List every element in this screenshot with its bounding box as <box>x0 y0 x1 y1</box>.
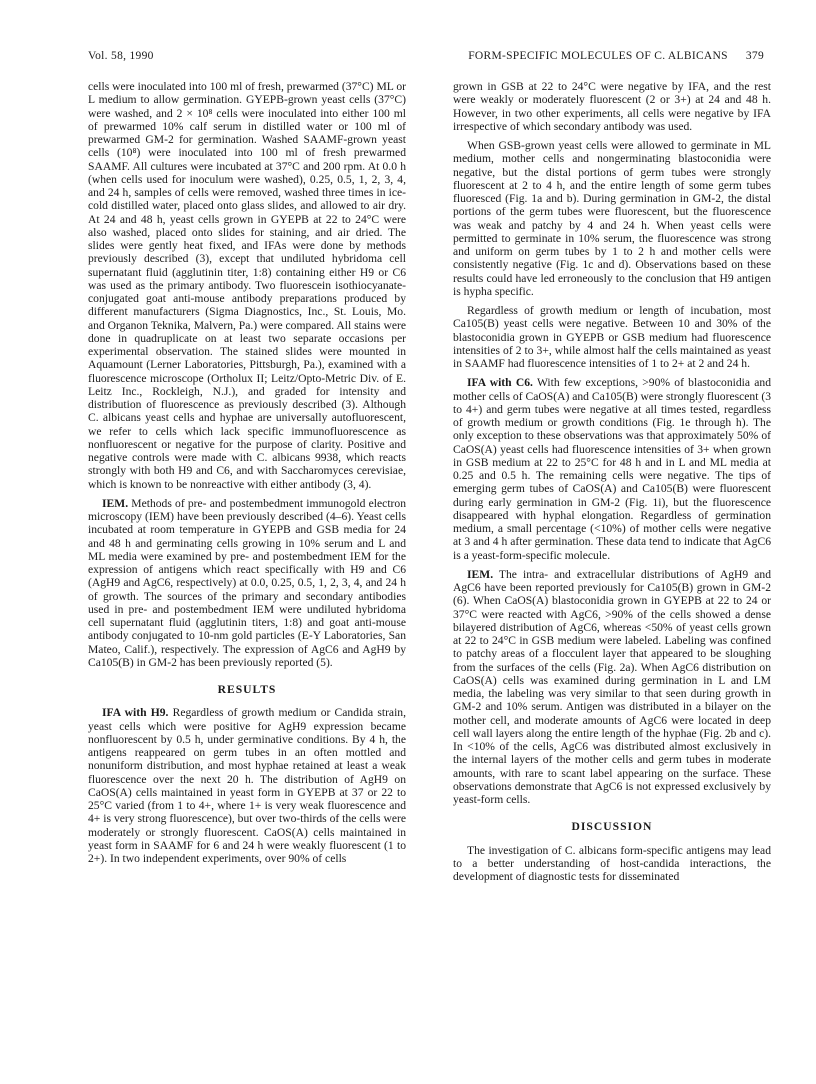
ifa-h9-text: Regardless of growth medium or Candida strain, yeast cells which were positive for AgH9 expression became nonfluorescent by 0.5 h, under germinative conditions. By 4 h, the antigens reappeared on germ tubes in an often mottled and nonuniform distribution, and most hyphae retained at least a weak fluorescence over the next 20 h. The distribution of AgH9 on CaOS(A) cells maintained in yeast form in GYEPB at 37 or 22 to 25°C varied (from 1 to 4+, where 1+ is very weak fluorescence and 4+ is very strong fluorescence), but over two-thirds of the cells were moderately or strongly fluorescent. CaOS(A) cells maintained in yeast form in SAAMF for 6 and 24 h were weakly fluorescent (1 to 2+). In two independent experiments, over 90% of cells <box>88 706 406 865</box>
ifa-c6-paragraph <box>453 376 771 562</box>
results-heading: RESULTS <box>217 683 277 696</box>
iem-methods-text: Methods of pre- and postembedment immunogold electron microscopy (IEM) have been previously described (4–6). Yeast cells incubated at room temperature in GYEPB and GSB media for 24 and 48 h and germinating cells growing in 10% serum and L and ML media were examined by pre- and postembedment IEM for the expression of antigens which react specifically with H9 and C6 (AgH9 and AgC6, respectively) at 0.0, 0.25, 0.5, 1, 2, 3, 4, and 24 h of growth. The sources of the primary and secondary antibodies used in pre- and postembedment IEM were undiluted hybridoma cell supernatant fluid (agglutinin titers, 1:8) and goat anti-mouse antibody conjugated to 10-nm gold particles (E-Y Laboratories, San Mateo, Calif.), respectively. The expression of AgC6 and AgH9 by Ca105(B) in GM-2 has been previously reported (5). <box>88 496 406 669</box>
ifa-c6-text: With few exceptions, >90% of blastoconidia and mother cells of CaOS(A) and Ca105(B) were strongly fluorescent (3 to 4+) and germ tubes were negative at all times tested, regardless of growth medium or growth conditions (Fig. 1e through h). The only exception to these observations was that approximately 50% of CaOS(A) yeast cells had fluorescence intensities of 3+ when grown in GSB medium at 22 to 25°C for 48 h and in L and ML media at 0.25 and 0.5 h. The remaining cells were negative. The tips of emerging germ tubes of CaOS(A) and Ca105(B) were fluorescent during early germination in GM-2 (Fig. 1i), but the fluorescence disappeared with hyphal elongation. Regardless of germination medium, a small percentage (<10%) of mother cells were negative at 3 and 4 h after germination. These data tend to indicate that AgC6 is a yeast-form-specific molecule. <box>453 376 771 562</box>
discussion-heading: DISCUSSION <box>571 820 653 834</box>
header-right <box>468 50 764 62</box>
iem-results-text: The intra- and extracellular distributions of AgH9 and AgC6 have been reported previously for Ca105(B) grown in GM-2 (6). When CaOS(A) blastoconidia grown in GYEPB at 22 to 24 or 37°C were reacted with AgC6, >90% of the cells showed a dense bilayered distribution of AgC6, whereas <50% of yeast cells grown at 22 to 24°C in GSB medium were labeled. Labeling was confined to patchy areas of a flocculent layer that appeared to be sloughing from the surfaces of the cells (Fig. 2a). When AgC6 distribution on CaOS(A) cells was examined during germination in L and LM media, the labeling was very similar to that seen during growth in GM-2 and 10% serum. Antigen was distributed in a bilayer on the mother cell, and moderate amounts of AgC6 were located in deep cell wall layers along the entire length of the hyphae (Fig. 2b and c). In <10% of the cells, AgC6 was distributed almost exclusively in the internal layers of the mother cells and germ tubes in moderate amounts, with rare to scant label appearing on the surface. These observations demonstrate that AgC6 is not expressed exclusively by yeast-form cells. <box>453 567 771 806</box>
ifa-h9-runin-heading: IFA with H9. <box>102 706 169 720</box>
iem-results-runin-heading: IEM. <box>467 567 494 581</box>
page-number: 379 <box>745 50 764 62</box>
volume-label: Vol. 58, 1990 <box>88 50 154 62</box>
running-header <box>88 50 764 68</box>
iem-runin-heading: IEM. <box>102 496 129 510</box>
iem-methods-paragraph <box>88 497 406 669</box>
germination-paragraph: When GSB-grown yeast cells were allowed to germinate in ML medium, mother cells and nongerminating blastoconidia were negative, but the distal portions of germ tubes were strongly fluorescent at 2 to 4 h, and the entire length of some germ tubes fluoresced (Fig. 1a and b). During germination in GM-2, the distal portions of the germ tubes were fluorescent, but the fluorescence was weak and patchy by 4 and 24 h. When yeast cells were permitted to germinate in 10% serum, the fluorescence was strong and uniform on germ tubes by 1 to 2 h and mother cells were consistently negative (Fig. 1c and d). Observations based on these results could have led erroneously to the conclusion that H9 antigen is hypha specific. <box>453 139 771 298</box>
ca105-paragraph: Regardless of growth medium or length of incubation, most Ca105(B) yeast cells were negative. Between 10 and 30% of the blastoconidia grown in GYEPB or GSB medium had fluorescence intensities of 2 to 3+, while almost half the cells maintained as yeast in SAAMF had fluorescence intensities of 1 to 2+ at 2 and 24 h. <box>453 304 771 370</box>
iem-results-paragraph <box>453 568 771 807</box>
running-title: FORM-SPECIFIC MOLECULES OF C. ALBICANS <box>468 50 728 62</box>
methods-paragraph: cells were inoculated into 100 ml of fresh, prewarmed (37°C) ML or L medium to allow germination. GYEPB-grown yeast cells (37°C) were washed, and 2 × 10⁸ cells were inoculated into either 100 ml of prewarmed 10% calf serum in distilled water or 100 ml of prewarmed GM-2 for germination. Washed SAAMF-grown yeast cells (10⁸) were inoculated into 100 ml of fresh prewarmed SAAMF. All cultures were incubated at 37°C and 200 rpm. At 0.0 h (when cells used for inoculum were washed), 0.25, 0.5, 1, 2, 3, 4, and 24 h, samples of cells were removed, washed three times in ice-cold distilled water, placed onto glass slides, and allowed to air dry. At 24 and 48 h, yeast cells grown in GYEPB at 22 to 24°C were also washed, placed onto slides for staining, and air dried. The slides were gently heat fixed, and IFAs were done by methods previously described (3), except that undiluted hybridoma cell supernatant fluid (agglutinin titer, 1:8) containing either H9 or C6 was used as the primary antibody. Two fluorescein isothiocyanate-conjugated goat anti-mouse antibody preparations produced by different manufacturers (Sigma Diagnostics, Inc., St. Louis, Mo. and Organon Teknika, Malvern, Pa.) were compared. All stains were done in quadruplicate on at least two separate occasions per experimental observation. The stained slides were mounted in Aquamount (Lerner Laboratories, Pittsburgh, Pa.), examined with a fluorescence microscope (Ortholux II; Leitz/Opto-Metric Div. of E. Leitz Inc., Rockleigh, N.J.), and graded for intensity and distribution of fluorescence as previously described (3). Although C. albicans yeast cells and hyphae are universally autofluorescent, we refer to cells which lack specific immunofluorescence as nonfluorescent or negative for the purpose of clarity. Positive and negative controls were made with C. albicans 9938, which reacts strongly with both H9 and C6, and with Saccharomyces cerevisiae, which is known to be nonreactive with either antibody (3, 4). <box>88 80 406 491</box>
right-column <box>453 80 771 883</box>
ifa-h9-paragraph <box>88 706 406 865</box>
discussion-paragraph: The investigation of C. albicans form-specific antigens may lead to a better understanding of host-candida interactions, the development of diagnostic tests for disseminated <box>453 843 771 883</box>
left-column <box>88 80 406 865</box>
ifa-c6-runin-heading: IFA with C6. <box>467 376 533 390</box>
continued-paragraph: grown in GSB at 22 to 24°C were negative by IFA, and the rest were weakly or moderately fluorescent (2 or 3+) at 24 and 48 h. However, in two other experiments, all cells were negative by IFA irrespective of which secondary antibody was used. <box>453 80 771 133</box>
